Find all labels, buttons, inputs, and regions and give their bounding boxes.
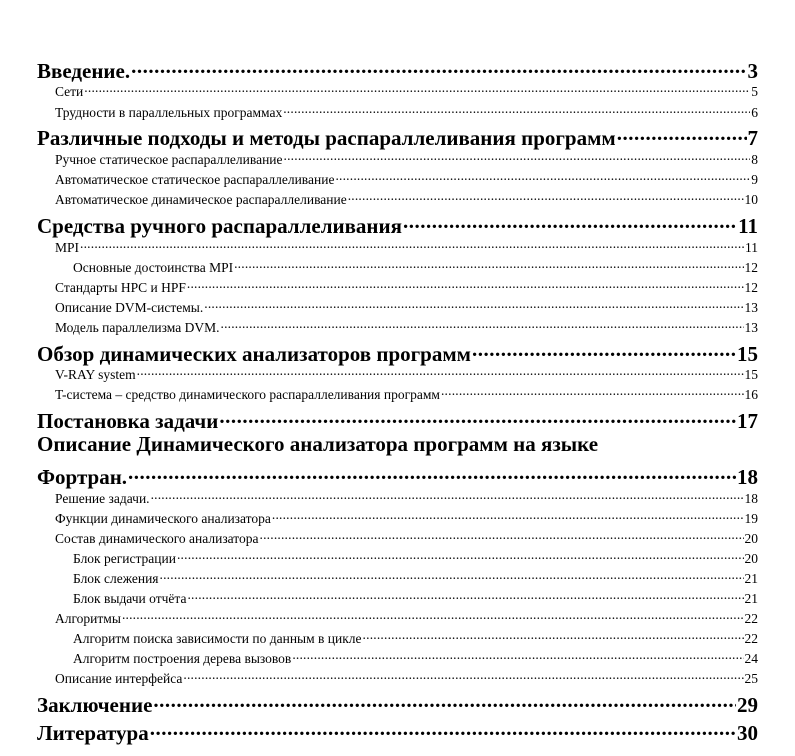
toc-entry-title: Основные достоинства MPI: [73, 260, 234, 275]
dot-leader: [472, 337, 736, 361]
dot-leader: [272, 507, 744, 523]
toc-entry-interface-description: [55, 667, 758, 687]
toc-entry-dvm-model: [55, 316, 758, 336]
toc-entry-analyzer-composition: [55, 527, 758, 547]
toc-entry-title: Блок слежения: [73, 571, 159, 586]
toc-entry-title: Состав динамического анализатора: [55, 531, 259, 546]
toc-page-number: 13: [744, 320, 758, 335]
toc-entry-registration-block: [73, 547, 758, 567]
toc-entry-literature: [37, 716, 758, 745]
dot-leader: [335, 168, 750, 184]
toc-entry-title: Описание DVM-системы.: [55, 300, 204, 315]
dot-leader: [137, 363, 744, 379]
dot-leader: [292, 647, 743, 663]
toc-page-number: 18: [737, 465, 758, 489]
toc-entry-title: Обзор динамических анализаторов программ: [37, 342, 471, 366]
toc-entry-title: Алгоритм построения дерева вызовов: [73, 651, 292, 666]
toc-entry-title: Постановка задачи: [37, 409, 219, 433]
toc-entry-task-solution: [55, 487, 758, 507]
toc-entry-t-system: [55, 383, 758, 403]
toc-entry-problem-statement: [37, 404, 758, 433]
dot-leader: [284, 148, 751, 164]
dot-leader: [348, 188, 744, 204]
toc-page-number: 22: [744, 611, 758, 626]
toc-entry-title: Стандарты HPC и HPF: [55, 280, 186, 295]
toc-entry-title: Модель параллелизма DVM.: [55, 320, 220, 335]
toc-entry-manual-tools: [37, 209, 758, 238]
toc-entry-manual-static: [55, 148, 758, 168]
toc-entry-analyzer-functions: [55, 507, 758, 527]
toc-page-number: 18: [744, 491, 758, 506]
dot-leader: [128, 460, 736, 484]
toc-page-number: 20: [744, 531, 758, 546]
toc-entry-call-tree-algorithm: [73, 647, 758, 667]
toc-entry-auto-static: [55, 168, 758, 188]
toc-entry-approaches: [37, 121, 758, 150]
toc-page-number: 24: [744, 651, 758, 666]
toc-page-number: 11: [745, 240, 758, 255]
toc-page-number: 22: [744, 631, 758, 646]
toc-entry-algorithms: [55, 607, 758, 627]
toc-entry-title: Сети: [55, 84, 84, 99]
toc-entry-dvm-system: [55, 296, 758, 316]
toc-entry-title: Различные подходы и методы распараллеливания программ: [37, 126, 616, 150]
toc-page-number: 20: [744, 551, 758, 566]
toc-entry-title: Заключение: [37, 693, 153, 717]
toc-page-number: 10: [744, 192, 758, 207]
dot-leader: [84, 80, 750, 96]
toc-entry-parallel-difficulties: [55, 101, 758, 121]
toc-page-number: 12: [744, 260, 758, 275]
toc-page-number: 29: [737, 693, 758, 717]
dot-leader: [283, 101, 750, 117]
toc-entry-analyzer-description: [37, 460, 758, 489]
toc-entry-title: Функции динамического анализатора: [55, 511, 271, 526]
toc-entry-title: Автоматическое динамическое распараллеливание: [55, 192, 347, 207]
dot-leader: [363, 627, 744, 643]
dot-leader: [234, 256, 743, 272]
toc-page-number: 5: [751, 84, 758, 99]
toc-page-number: 6: [751, 105, 758, 120]
dot-leader: [204, 296, 743, 312]
toc-entry-tracking-block: [73, 567, 758, 587]
dot-leader: [151, 487, 744, 503]
toc-entry-title: V-RAY system: [55, 367, 136, 382]
toc-entry-title: Автоматическое статическое распараллеливание: [55, 172, 335, 187]
dot-leader: [177, 547, 744, 563]
toc-page-number: 7: [747, 126, 758, 150]
toc-page-number: 25: [744, 671, 758, 686]
toc-entry-networks: [55, 80, 758, 100]
toc-page-number: 21: [744, 591, 758, 606]
dot-leader: [153, 688, 736, 712]
dot-leader: [80, 236, 744, 252]
toc-entry-report-block: [73, 587, 758, 607]
toc-entry-hpc-hpf: [55, 276, 758, 296]
dot-leader: [122, 607, 744, 623]
toc-page-number: 19: [744, 511, 758, 526]
toc-entry-title: T-система – средство динамического распараллеливания программ: [55, 387, 440, 402]
toc-entry-title: Трудности в параллельных программах: [55, 105, 283, 120]
toc-entry-mpi-advantages: [73, 256, 758, 276]
dot-leader: [183, 667, 743, 683]
dot-leader: [131, 54, 746, 78]
dot-leader: [187, 587, 743, 603]
toc-page-number: 15: [744, 367, 758, 382]
toc-entry-introduction: [37, 54, 758, 83]
toc-page-number: 9: [751, 172, 758, 187]
toc-page-number: 15: [737, 342, 758, 366]
toc-page-number: 30: [737, 721, 758, 745]
toc-entry-analyzer-description-line1: Описание Динамического анализатора программ на языке: [37, 432, 599, 456]
toc-entry-dynamic-analyzers: [37, 337, 758, 366]
toc-entry-title: Решение задачи.: [55, 491, 150, 506]
toc-page-number: 17: [737, 409, 758, 433]
toc-entry-title: Литература: [37, 721, 149, 745]
toc-entry-title: MPI: [55, 240, 80, 255]
toc-entry-title: Описание интерфейса: [55, 671, 183, 686]
toc-entry-vray: [55, 363, 758, 383]
toc-entry-title: Алгоритм поиска зависимости по данным в цикле: [73, 631, 362, 646]
toc-entry-mpi: [55, 236, 758, 256]
dot-leader: [150, 716, 736, 740]
toc-page-number: 13: [744, 300, 758, 315]
toc-entry-title: Алгоритмы: [55, 611, 121, 626]
toc-entry-title: Блок регистрации: [73, 551, 176, 566]
dot-leader: [403, 209, 737, 233]
dot-leader: [187, 276, 744, 292]
toc-page-number: 3: [747, 59, 758, 83]
toc-entry-dependency-algorithm: [73, 627, 758, 647]
dot-leader: [160, 567, 744, 583]
dot-leader: [441, 383, 744, 399]
dot-leader: [221, 316, 744, 332]
toc-page-number: 8: [751, 152, 758, 167]
toc-entry-title: Блок выдачи отчёта: [73, 591, 187, 606]
toc-page-number: 16: [744, 387, 758, 402]
toc-page-number: 21: [744, 571, 758, 586]
toc-entry-title: Фортран.: [37, 465, 128, 489]
toc-entry-title: Введение.: [37, 59, 131, 83]
dot-leader: [260, 527, 744, 543]
dot-leader: [617, 121, 747, 145]
toc-entry-title: Средства ручного распараллеливания: [37, 214, 402, 238]
toc-entry-auto-dynamic: [55, 188, 758, 208]
toc-page-number: 12: [744, 280, 758, 295]
dot-leader: [219, 404, 736, 428]
toc-entry-title: Ручное статическое распараллеливание: [55, 152, 283, 167]
toc-entry-conclusion: [37, 688, 758, 717]
toc-page-number: 11: [738, 214, 758, 238]
